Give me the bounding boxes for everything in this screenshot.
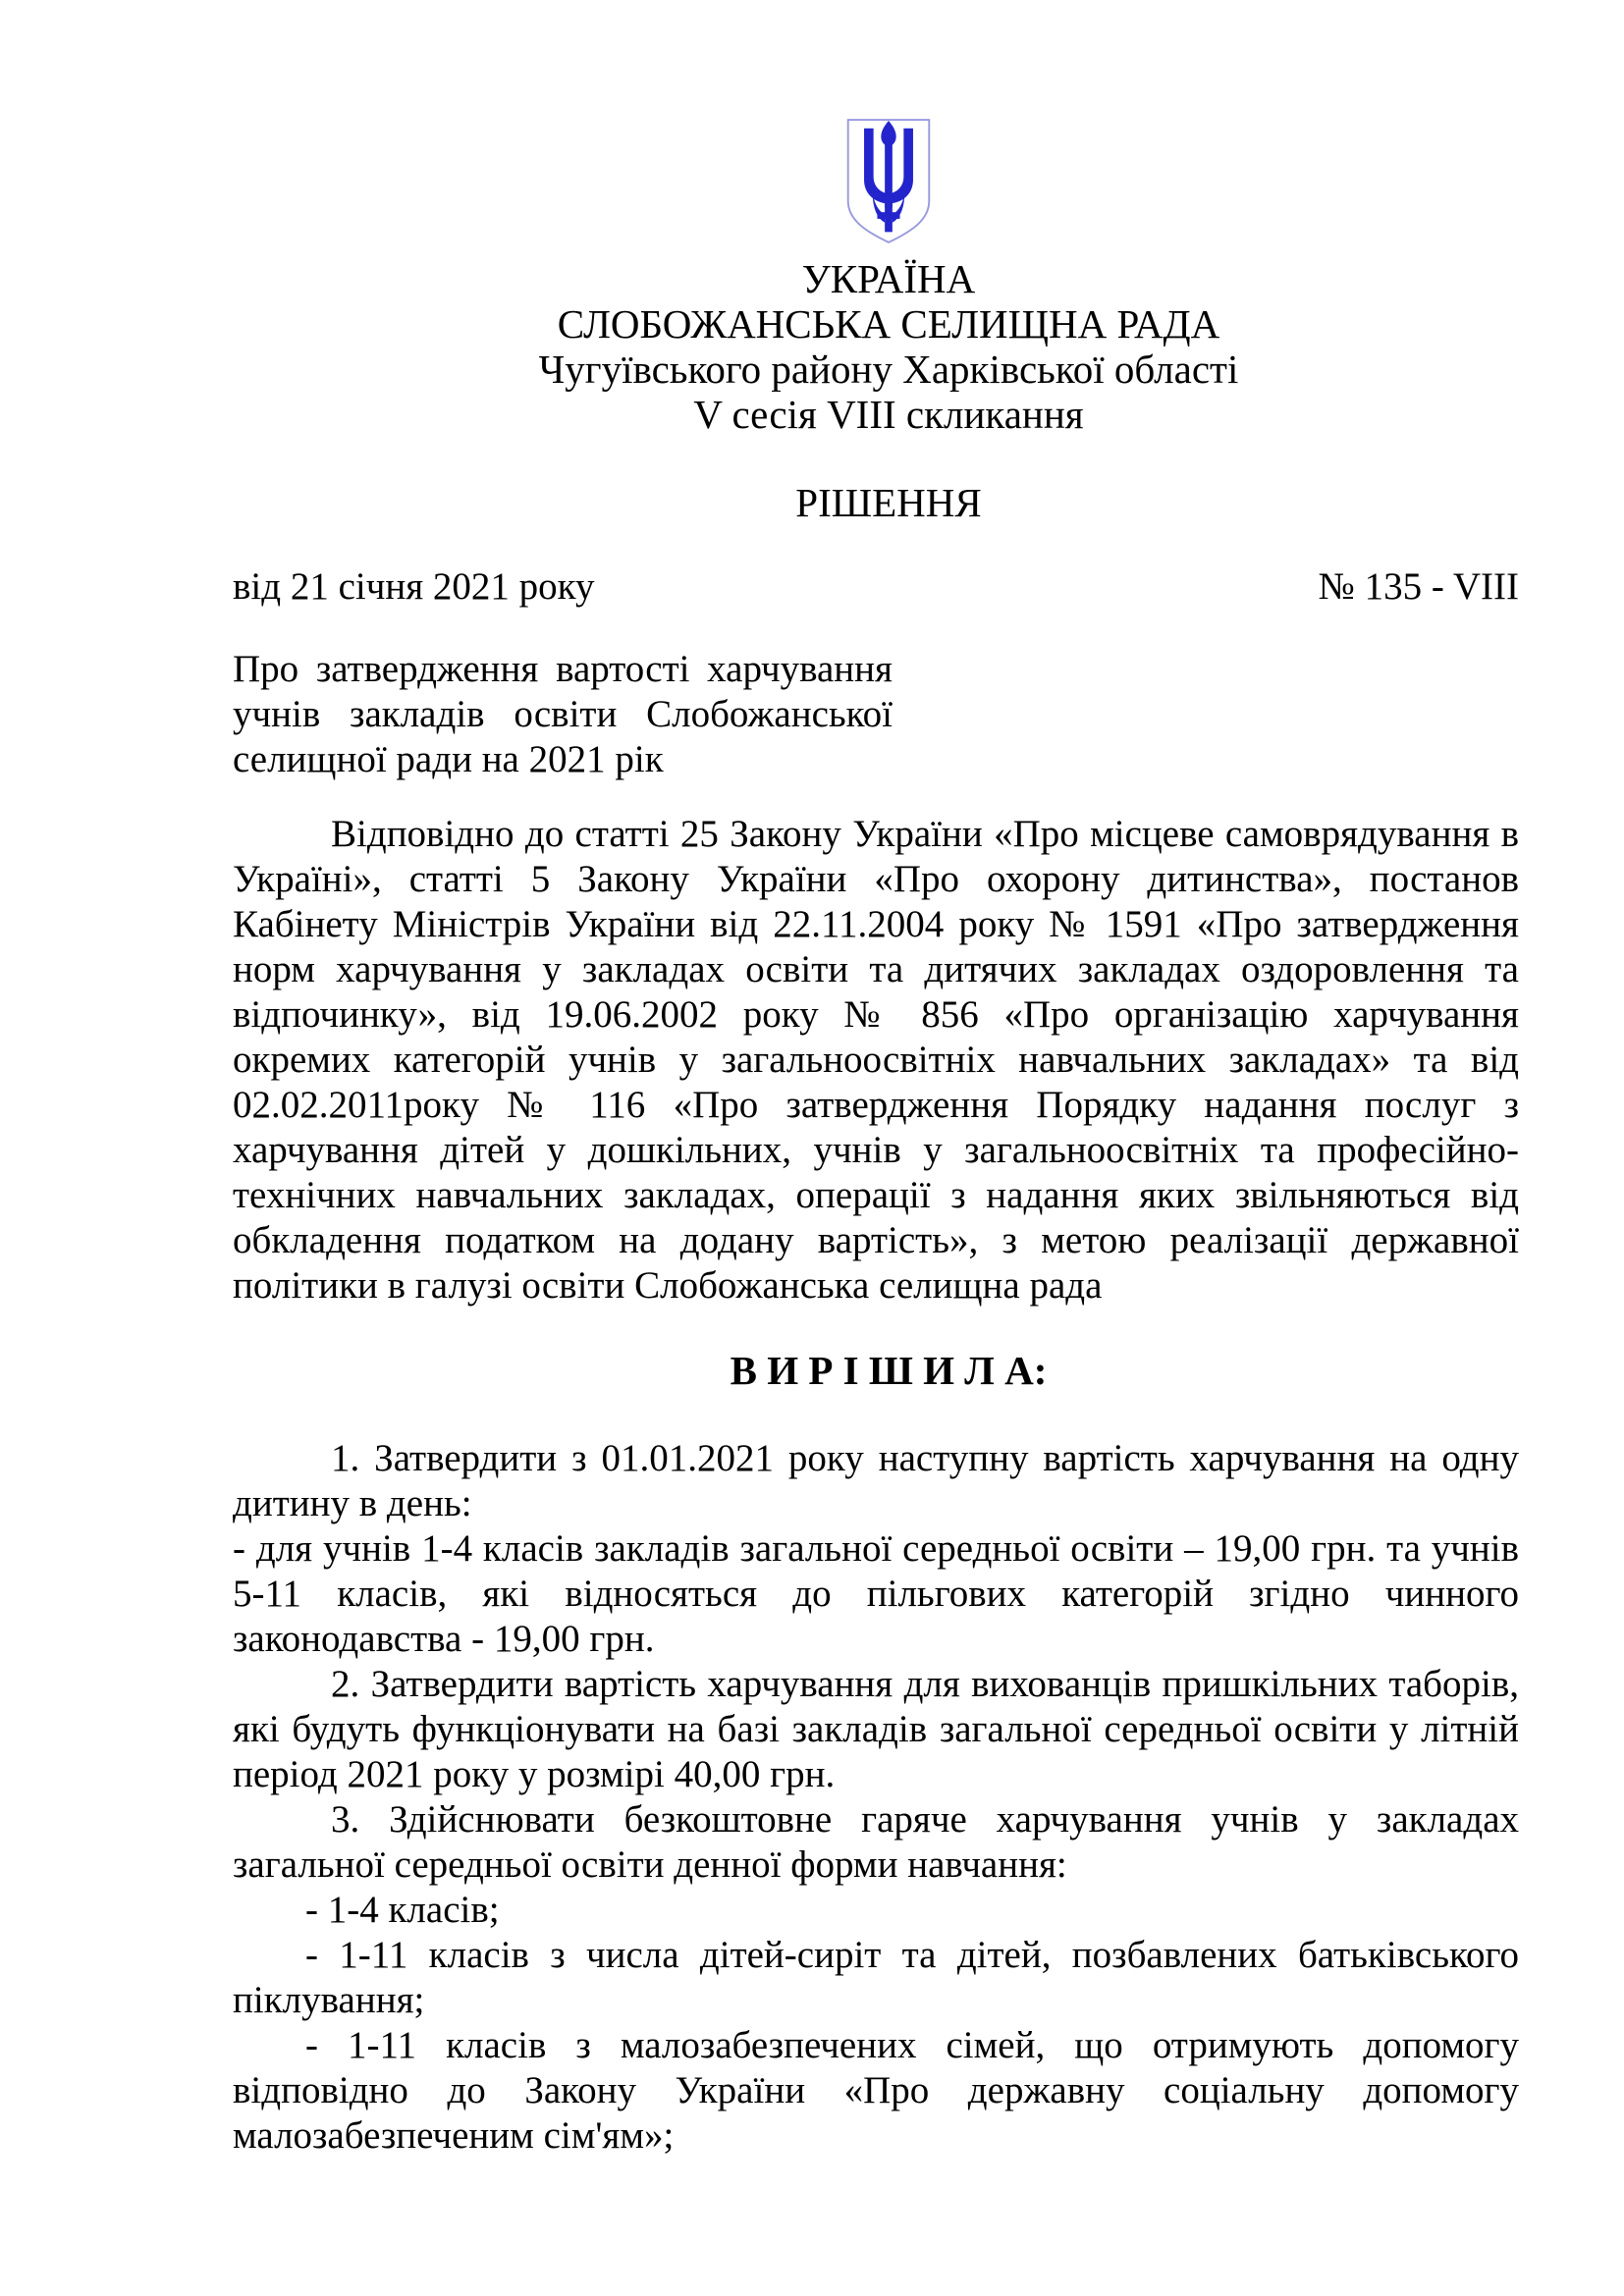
resolution-item-3: 3. Здійснювати безкоштовне гаряче харчування учнів у закладах загальної середньої освіти денної форми навчання: bbox=[233, 1798, 1519, 1886]
resolution-item-1: 1. Затвердити з 01.01.2021 року наступну вартість харчування на одну дитину в день: bbox=[233, 1437, 1519, 1524]
resolution-item-3-bullet-2: - 1-11 класів з числа дітей-сиріт та дітей, позбавлених батьківського піклування; bbox=[233, 1934, 1519, 2021]
document-date: від 21 січня 2021 року bbox=[233, 565, 595, 608]
resolution-item-3-bullet-1: - 1-4 класів; bbox=[305, 1889, 500, 1931]
header-organization: СЛОБОЖАНСЬКА СЕЛИЩНА РАДА bbox=[557, 301, 1220, 347]
header-session: V сесія VIII скликання bbox=[693, 392, 1084, 437]
resolution-item-3-bullet-3: - 1-11 класів з малозабезпечених сімей, що отримують допомогу відповідно до Закону України «Про державну соціальну допомогу малозабезпеченим сім'ям»; bbox=[233, 2024, 1519, 2157]
resolution-item-2: 2. Затвердити вартість харчування для вихованців пришкільних таборів, які будуть функціонувати на базі закладів загальної середньої освіти у літній період 2021 року у розмірі 40,00 грн. bbox=[233, 1663, 1519, 1795]
preamble-paragraph: Відповідно до статті 25 Закону України «Про місцеве самоврядування в Україні», статті 5 Закону України «Про охорону дитинства», постанов Кабінету Міністрів України від 22.11.2004 року № 1591 «Про затвердження норм харчування у закладах освіти та дитячих закладах оздоровлення та відпочинку», від 19.06.2002 року № 856 «Про організацію харчування окремих категорій учнів у загальноосвітніх навчальних закладах» та від 02.02.2011року № 116 «Про затвердження Порядку надання послуг з харчування дітей у дошкільних, учнів у загальноосвітніх та професійно-технічних навчальних закладах, операції з надання яких звільняються від обкладення податком на додану вартість», з метою реалізації державної політики в галузі освіти Слобожанська селищна рада bbox=[233, 813, 1519, 1307]
document-subject: Про затвердження вартості харчування учнів закладів освіти Слобожанської селищної ради на 2021 рік bbox=[233, 648, 893, 780]
document-header bbox=[233, 116, 1519, 525]
document-number: № 135 - VIII bbox=[1318, 565, 1519, 608]
header-country: УКРАЇНА bbox=[801, 256, 976, 301]
resolution-item-1-detail: - для учнів 1-4 класів закладів загальної середньої освіти – 19,00 грн. та учнів 5-11 класів, які відносяться до пільгових категорій згідно чинного законодавства - 19,00 грн. bbox=[233, 1527, 1519, 1660]
document-type-title: РІШЕННЯ bbox=[795, 480, 982, 525]
header-region: Чугуївського району Харківської області bbox=[538, 347, 1239, 392]
coat-of-arms-icon bbox=[841, 116, 936, 246]
meta-row bbox=[233, 564, 1519, 610]
resolution-heading: В И Р І Ш И Л А: bbox=[730, 1348, 1048, 1393]
